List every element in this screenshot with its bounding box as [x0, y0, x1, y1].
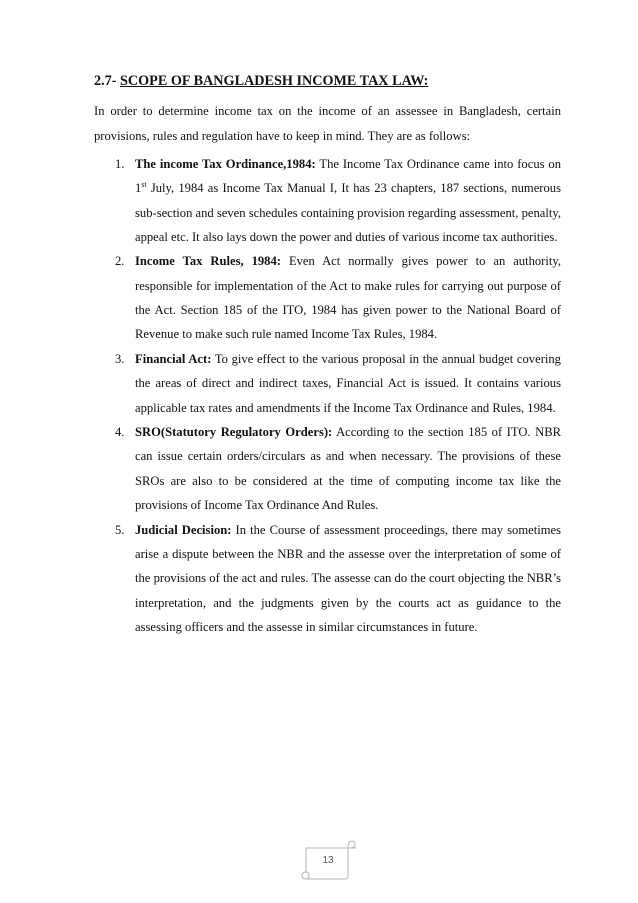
- list-item-text: According to the section 185 of ITO. NBR can issue certain orders/circulars as and when necessary. The provisions of these SROs are also to be considered at the time of computing income tax like the provisions of Income Tax Ordinance And Rules.: [135, 425, 561, 513]
- list-item-title: SRO(Statutory Regulatory Orders):: [135, 425, 333, 440]
- list-item: [94, 518, 561, 639]
- intro-paragraph: In order to determine income tax on the income of an assessee in Bangladesh, certain provisions, rules and regulation have to keep in mind. They are as follows:: [94, 104, 561, 143]
- list-item-text: Even Act normally gives power to an authority, responsible for implementation of the Act to make rules for carrying out purpose of the Act. Section 185 of the ITO, 1984 has given power to the National Board of Revenue to make such rule named Income Tax Rules, 1984.: [135, 254, 562, 342]
- list-item: [94, 152, 561, 249]
- list-item-text: In the Course of assessment proceedings, there may sometimes arise a dispute between the NBR and the assesse over the interpretation of some of the provisions of the act and rules. The assesse can do the court objecting the NBR’s interpretation, and the judgments given by the courts act as guidance to the assessing officers and the assesse in similar circumstances in future.: [135, 522, 561, 634]
- section-title: SCOPE OF BANGLADESH INCOME TAX LAW:: [120, 73, 429, 89]
- list-item-title: Judicial Decision:: [135, 522, 232, 537]
- list-item-title: Income Tax Rules, 1984:: [135, 254, 281, 269]
- list-item-number: 4.: [115, 425, 125, 440]
- list-item-number: 5.: [115, 522, 125, 537]
- list-item-number: 3.: [115, 351, 125, 366]
- list-item: [94, 420, 561, 517]
- list-item-number: 1.: [115, 157, 125, 171]
- section-number: 2.7-: [94, 73, 117, 89]
- list-item-title: Financial Act:: [135, 351, 212, 366]
- page-number: 13: [322, 855, 334, 866]
- list-item-text-continued: July, 1984 as Income Tax Manual I, It has 23 chapters, 187 sections, numerous sub-section and seven schedules containing provision regarding assessment, penalty, appeal etc. It also lays down the power and duties of various income tax authorities.: [135, 181, 561, 244]
- list-item-number: 2.: [115, 254, 125, 269]
- list-item-text: The Income Tax Ordinance came into focus on 1: [135, 157, 562, 196]
- page-number-scroll: [298, 838, 356, 884]
- ordinal-suffix: st: [141, 180, 147, 190]
- section-heading: [94, 73, 428, 90]
- list-item: [94, 249, 561, 346]
- list-item: [94, 347, 561, 420]
- list-item-title: The income Tax Ordinance,1984:: [135, 157, 316, 171]
- list-item-text: To give effect to the various proposal in the annual budget covering the areas of direct and indirect taxes, Financial Act is issued. It contains various applicable tax rates and amendments if the Income Tax Ordinance and Rules, 1984.: [135, 351, 561, 415]
- provisions-list: [94, 152, 561, 639]
